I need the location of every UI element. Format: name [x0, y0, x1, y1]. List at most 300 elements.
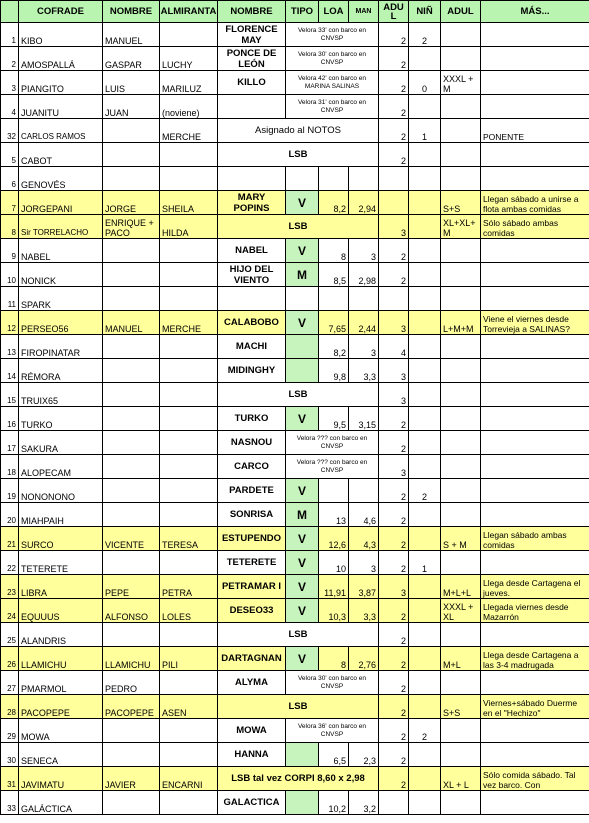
tallas-cell[interactable]: [441, 479, 481, 503]
ninos-cell[interactable]: [409, 623, 441, 647]
row-number-cell[interactable]: 14: [1, 359, 19, 383]
boat-name-cell[interactable]: ALYMA: [218, 671, 286, 695]
almiranta-cell[interactable]: [160, 671, 218, 695]
loa-cell[interactable]: [319, 167, 349, 191]
boat-span-cell[interactable]: LSB: [218, 623, 379, 647]
ninos-cell[interactable]: [409, 743, 441, 767]
loa-cell[interactable]: 12,6: [319, 527, 349, 551]
cofrade-cell[interactable]: CABOT: [19, 143, 103, 167]
mas-cell[interactable]: [481, 383, 589, 407]
boat-name-cell[interactable]: GALACTICA: [218, 791, 286, 815]
ninos-cell[interactable]: [409, 575, 441, 599]
tallas-cell[interactable]: XL + L: [441, 767, 481, 791]
mas-cell[interactable]: Llega desde Cartagena a las 3-4 madrugada: [481, 647, 589, 671]
ninos-cell[interactable]: 0: [409, 71, 441, 95]
mas-cell[interactable]: [481, 287, 589, 311]
mas-cell[interactable]: PONENTE: [481, 119, 589, 143]
mas-cell[interactable]: Llega desde Cartagena el jueves.: [481, 575, 589, 599]
boat-name-cell[interactable]: CARCO: [218, 455, 286, 479]
adultos-cell[interactable]: 2: [379, 623, 409, 647]
boat-name-cell[interactable]: PARDETE: [218, 479, 286, 503]
tipo-cell[interactable]: V: [286, 407, 319, 431]
adultos-cell[interactable]: 2: [379, 503, 409, 527]
cofrade-cell[interactable]: NONONONO: [19, 479, 103, 503]
loa-cell[interactable]: 11,91: [319, 575, 349, 599]
tipo-cell[interactable]: V: [286, 575, 319, 599]
adultos-cell[interactable]: 2: [379, 719, 409, 743]
row-number-cell[interactable]: 27: [1, 671, 19, 695]
tallas-cell[interactable]: [441, 119, 481, 143]
tallas-cell[interactable]: [441, 623, 481, 647]
row-number-cell[interactable]: 28: [1, 695, 19, 719]
adultos-cell[interactable]: 4: [379, 335, 409, 359]
row-number-cell[interactable]: 5: [1, 143, 19, 167]
tallas-cell[interactable]: [441, 167, 481, 191]
boat-name-cell[interactable]: KILLO: [218, 71, 286, 95]
mas-cell[interactable]: [481, 407, 589, 431]
mas-cell[interactable]: Llegan sábado a unirse a flota ambas comidas: [481, 191, 589, 215]
row-number-cell[interactable]: 23: [1, 575, 19, 599]
row-number-cell[interactable]: 9: [1, 239, 19, 263]
row-number-cell[interactable]: 4: [1, 95, 19, 119]
mas-cell[interactable]: Sólo sábado ambas comidas: [481, 215, 589, 239]
mas-cell[interactable]: [481, 239, 589, 263]
boat-note-cell[interactable]: Velora ??? con barco en CNVSP: [286, 431, 379, 455]
nombre-cell[interactable]: [103, 263, 160, 287]
column-header[interactable]: ADU L: [379, 1, 409, 23]
adultos-cell[interactable]: 2: [379, 647, 409, 671]
man-cell[interactable]: 4,3: [349, 527, 379, 551]
boat-name-cell[interactable]: TURKO: [218, 407, 286, 431]
adultos-cell[interactable]: [379, 791, 409, 815]
nombre-cell[interactable]: LLAMICHU: [103, 647, 160, 671]
cofrade-cell[interactable]: JAVIMATU: [19, 767, 103, 791]
loa-cell[interactable]: 10: [319, 551, 349, 575]
boat-note-cell[interactable]: Velora ??? con barco en CNVSP: [286, 455, 379, 479]
loa-cell[interactable]: 7,65: [319, 311, 349, 335]
loa-cell[interactable]: 13: [319, 503, 349, 527]
mas-cell[interactable]: [481, 431, 589, 455]
tallas-cell[interactable]: [441, 335, 481, 359]
almiranta-cell[interactable]: [160, 479, 218, 503]
cofrade-cell[interactable]: SAKURA: [19, 431, 103, 455]
mas-cell[interactable]: [481, 263, 589, 287]
nombre-cell[interactable]: LUIS: [103, 71, 160, 95]
mas-cell[interactable]: [481, 71, 589, 95]
ninos-cell[interactable]: 2: [409, 23, 441, 47]
ninos-cell[interactable]: [409, 359, 441, 383]
row-number-cell[interactable]: 1: [1, 23, 19, 47]
tallas-cell[interactable]: [441, 503, 481, 527]
man-cell[interactable]: 4,6: [349, 503, 379, 527]
boat-name-cell[interactable]: [218, 287, 286, 311]
ninos-cell[interactable]: [409, 695, 441, 719]
column-header[interactable]: MÁS...: [481, 1, 589, 23]
tallas-cell[interactable]: M+L+L: [441, 575, 481, 599]
adultos-cell[interactable]: 3: [379, 359, 409, 383]
boat-name-cell[interactable]: [218, 167, 286, 191]
nombre-cell[interactable]: [103, 119, 160, 143]
boat-span-cell[interactable]: LSB tal vez CORPI 8,60 x 2,98: [218, 767, 379, 791]
tipo-cell[interactable]: V: [286, 551, 319, 575]
adultos-cell[interactable]: 2: [379, 71, 409, 95]
cofrade-cell[interactable]: PMARMOL: [19, 671, 103, 695]
mas-cell[interactable]: Llegan sábado ambas comidas: [481, 527, 589, 551]
mas-cell[interactable]: Sólo comida sábado. Tal vez barco. Con: [481, 767, 589, 791]
loa-cell[interactable]: 8: [319, 647, 349, 671]
boat-name-cell[interactable]: MIDINGHY: [218, 359, 286, 383]
tallas-cell[interactable]: XXXL + M: [441, 71, 481, 95]
adultos-cell[interactable]: 2: [379, 695, 409, 719]
ninos-cell[interactable]: [409, 287, 441, 311]
ninos-cell[interactable]: [409, 335, 441, 359]
mas-cell[interactable]: [481, 23, 589, 47]
tallas-cell[interactable]: [441, 383, 481, 407]
boat-name-cell[interactable]: PETRAMAR I: [218, 575, 286, 599]
boat-name-cell[interactable]: SONRISA: [218, 503, 286, 527]
ninos-cell[interactable]: 1: [409, 119, 441, 143]
adultos-cell[interactable]: 2: [379, 551, 409, 575]
tipo-cell[interactable]: V: [286, 647, 319, 671]
almiranta-cell[interactable]: [160, 383, 218, 407]
adultos-cell[interactable]: 2: [379, 431, 409, 455]
almiranta-cell[interactable]: HILDA: [160, 215, 218, 239]
adultos-cell[interactable]: 2: [379, 95, 409, 119]
column-header[interactable]: LOA: [319, 1, 349, 23]
row-number-cell[interactable]: 16: [1, 407, 19, 431]
ninos-cell[interactable]: [409, 647, 441, 671]
tipo-cell[interactable]: [286, 791, 319, 815]
man-cell[interactable]: 3,2: [349, 791, 379, 815]
cofrade-cell[interactable]: ALANDRIS: [19, 623, 103, 647]
ninos-cell[interactable]: [409, 455, 441, 479]
nombre-cell[interactable]: PACOPEPE: [103, 695, 160, 719]
cofrade-cell[interactable]: FIROPINATAR: [19, 335, 103, 359]
mas-cell[interactable]: [481, 95, 589, 119]
nombre-cell[interactable]: [103, 479, 160, 503]
almiranta-cell[interactable]: LUCHY: [160, 47, 218, 71]
tipo-cell[interactable]: M: [286, 263, 319, 287]
row-number-cell[interactable]: 21: [1, 527, 19, 551]
loa-cell[interactable]: 9,5: [319, 407, 349, 431]
adultos-cell[interactable]: 3: [379, 311, 409, 335]
row-number-cell[interactable]: 32: [1, 119, 19, 143]
tallas-cell[interactable]: [441, 263, 481, 287]
tipo-cell[interactable]: [286, 167, 319, 191]
cofrade-cell[interactable]: LLAMICHU: [19, 647, 103, 671]
mas-cell[interactable]: Viene el viernes desde Torrevieja a SALINAS?: [481, 311, 589, 335]
man-cell[interactable]: 2,98: [349, 263, 379, 287]
row-number-cell[interactable]: 2: [1, 47, 19, 71]
row-number-cell[interactable]: 25: [1, 623, 19, 647]
nombre-cell[interactable]: [103, 791, 160, 815]
cofrade-cell[interactable]: TRUIX65: [19, 383, 103, 407]
ninos-cell[interactable]: [409, 431, 441, 455]
adultos-cell[interactable]: 3: [379, 383, 409, 407]
tallas-cell[interactable]: [441, 47, 481, 71]
nombre-cell[interactable]: JORGE: [103, 191, 160, 215]
nombre-cell[interactable]: JUAN: [103, 95, 160, 119]
boat-name-cell[interactable]: CALABOBO: [218, 311, 286, 335]
adultos-cell[interactable]: 2: [379, 23, 409, 47]
ninos-cell[interactable]: [409, 215, 441, 239]
cofrade-cell[interactable]: SPARK: [19, 287, 103, 311]
almiranta-cell[interactable]: [160, 551, 218, 575]
mas-cell[interactable]: [481, 503, 589, 527]
ninos-cell[interactable]: [409, 47, 441, 71]
almiranta-cell[interactable]: (noviene): [160, 95, 218, 119]
mas-cell[interactable]: [481, 671, 589, 695]
boat-note-cell[interactable]: Velora 31' con barco en CNVSP: [286, 95, 379, 119]
tallas-cell[interactable]: XXXL + XL: [441, 599, 481, 623]
boat-span-cell[interactable]: LSB: [218, 695, 379, 719]
cofrade-cell[interactable]: RÉMORA: [19, 359, 103, 383]
ninos-cell[interactable]: 2: [409, 479, 441, 503]
nombre-cell[interactable]: [103, 431, 160, 455]
row-number-cell[interactable]: 18: [1, 455, 19, 479]
almiranta-cell[interactable]: [160, 503, 218, 527]
nombre-cell[interactable]: GASPAR: [103, 47, 160, 71]
nombre-cell[interactable]: ENRIQUE + PACO: [103, 215, 160, 239]
almiranta-cell[interactable]: [160, 407, 218, 431]
mas-cell[interactable]: [481, 167, 589, 191]
adultos-cell[interactable]: 2: [379, 767, 409, 791]
nombre-cell[interactable]: [103, 623, 160, 647]
adultos-cell[interactable]: 3: [379, 455, 409, 479]
almiranta-cell[interactable]: [160, 143, 218, 167]
row-number-cell[interactable]: 13: [1, 335, 19, 359]
man-cell[interactable]: 3,3: [349, 599, 379, 623]
man-cell[interactable]: 3,15: [349, 407, 379, 431]
cofrade-cell[interactable]: TURKO: [19, 407, 103, 431]
ninos-cell[interactable]: 1: [409, 551, 441, 575]
adultos-cell[interactable]: [379, 191, 409, 215]
almiranta-cell[interactable]: ASEN: [160, 695, 218, 719]
boat-span-cell[interactable]: LSB: [218, 215, 379, 239]
row-number-cell[interactable]: 17: [1, 431, 19, 455]
row-number-cell[interactable]: 6: [1, 167, 19, 191]
cofrade-cell[interactable]: Sir TORRELACHO: [19, 215, 103, 239]
boat-name-cell[interactable]: TETERETE: [218, 551, 286, 575]
tipo-cell[interactable]: [286, 359, 319, 383]
almiranta-cell[interactable]: [160, 239, 218, 263]
row-number-cell[interactable]: 26: [1, 647, 19, 671]
nombre-cell[interactable]: [103, 335, 160, 359]
tallas-cell[interactable]: [441, 551, 481, 575]
ninos-cell[interactable]: [409, 791, 441, 815]
tipo-cell[interactable]: V: [286, 311, 319, 335]
row-number-cell[interactable]: 12: [1, 311, 19, 335]
tallas-cell[interactable]: [441, 287, 481, 311]
ninos-cell[interactable]: [409, 599, 441, 623]
column-header[interactable]: TIPO: [286, 1, 319, 23]
tipo-cell[interactable]: V: [286, 527, 319, 551]
cofrade-cell[interactable]: SURCO: [19, 527, 103, 551]
tipo-cell[interactable]: [286, 287, 319, 311]
nombre-cell[interactable]: [103, 359, 160, 383]
ninos-cell[interactable]: [409, 239, 441, 263]
boat-name-cell[interactable]: HIJO DEL VIENTO: [218, 263, 286, 287]
nombre-cell[interactable]: [103, 287, 160, 311]
man-cell[interactable]: [349, 287, 379, 311]
mas-cell[interactable]: [481, 359, 589, 383]
mas-cell[interactable]: [481, 143, 589, 167]
almiranta-cell[interactable]: [160, 167, 218, 191]
tallas-cell[interactable]: [441, 791, 481, 815]
boat-span-cell[interactable]: LSB: [218, 143, 379, 167]
loa-cell[interactable]: 6,5: [319, 743, 349, 767]
column-header[interactable]: NOMBRE: [103, 1, 160, 23]
nombre-cell[interactable]: [103, 719, 160, 743]
mas-cell[interactable]: [481, 479, 589, 503]
row-number-cell[interactable]: 7: [1, 191, 19, 215]
loa-cell[interactable]: 9,8: [319, 359, 349, 383]
mas-cell[interactable]: [481, 743, 589, 767]
row-number-cell[interactable]: 20: [1, 503, 19, 527]
adultos-cell[interactable]: 2: [379, 407, 409, 431]
cofrade-cell[interactable]: EQUUUS: [19, 599, 103, 623]
row-number-cell[interactable]: 31: [1, 767, 19, 791]
man-cell[interactable]: 2,3: [349, 743, 379, 767]
column-header[interactable]: COFRADE: [19, 1, 103, 23]
man-cell[interactable]: 3: [349, 239, 379, 263]
nombre-cell[interactable]: MANUEL: [103, 23, 160, 47]
boat-name-cell[interactable]: DESEO33: [218, 599, 286, 623]
cofrade-cell[interactable]: TETERETE: [19, 551, 103, 575]
tallas-cell[interactable]: XL+XL+ M: [441, 215, 481, 239]
adultos-cell[interactable]: 3: [379, 575, 409, 599]
almiranta-cell[interactable]: PILI: [160, 647, 218, 671]
tallas-cell[interactable]: [441, 143, 481, 167]
tallas-cell[interactable]: L+M+M: [441, 311, 481, 335]
adultos-cell[interactable]: 3: [379, 215, 409, 239]
nombre-cell[interactable]: [103, 407, 160, 431]
ninos-cell[interactable]: [409, 503, 441, 527]
row-number-cell[interactable]: 8: [1, 215, 19, 239]
almiranta-cell[interactable]: [160, 743, 218, 767]
loa-cell[interactable]: 8,2: [319, 191, 349, 215]
tallas-cell[interactable]: [441, 431, 481, 455]
tipo-cell[interactable]: V: [286, 239, 319, 263]
nombre-cell[interactable]: PEPE: [103, 575, 160, 599]
almiranta-cell[interactable]: [160, 359, 218, 383]
tipo-cell[interactable]: V: [286, 191, 319, 215]
nombre-cell[interactable]: ALFONSO: [103, 599, 160, 623]
cofrade-cell[interactable]: PIANGITO: [19, 71, 103, 95]
boat-note-cell[interactable]: Velora 42' con barco en MARINA SALINAS: [286, 71, 379, 95]
tallas-cell[interactable]: [441, 239, 481, 263]
tallas-cell[interactable]: [441, 407, 481, 431]
adultos-cell[interactable]: 2: [379, 263, 409, 287]
boat-name-cell[interactable]: ESTUPENDO: [218, 527, 286, 551]
man-cell[interactable]: 2,44: [349, 311, 379, 335]
mas-cell[interactable]: [481, 551, 589, 575]
nombre-cell[interactable]: VICENTE: [103, 527, 160, 551]
man-cell[interactable]: 3: [349, 551, 379, 575]
nombre-cell[interactable]: [103, 551, 160, 575]
row-number-cell[interactable]: 22: [1, 551, 19, 575]
almiranta-cell[interactable]: [160, 23, 218, 47]
tallas-cell[interactable]: S + M: [441, 527, 481, 551]
boat-name-cell[interactable]: NASNOU: [218, 431, 286, 455]
boat-name-cell[interactable]: [218, 95, 286, 119]
boat-note-cell[interactable]: Velora 36' con barco en CNVSP: [286, 719, 379, 743]
cofrade-cell[interactable]: CARLOS RAMOS: [19, 119, 103, 143]
row-number-cell[interactable]: 29: [1, 719, 19, 743]
row-number-cell[interactable]: 19: [1, 479, 19, 503]
boat-note-cell[interactable]: Velora 30' con barco en CNVSP: [286, 671, 379, 695]
tallas-cell[interactable]: M+L: [441, 647, 481, 671]
row-number-cell[interactable]: 15: [1, 383, 19, 407]
adultos-cell[interactable]: 2: [379, 239, 409, 263]
boat-span-cell[interactable]: LSB: [218, 383, 379, 407]
boat-name-cell[interactable]: NABEL: [218, 239, 286, 263]
cofrade-cell[interactable]: PERSEO56: [19, 311, 103, 335]
nombre-cell[interactable]: [103, 239, 160, 263]
almiranta-cell[interactable]: MERCHE: [160, 119, 218, 143]
man-cell[interactable]: [349, 479, 379, 503]
column-header[interactable]: NOMBRE: [218, 1, 286, 23]
nombre-cell[interactable]: MANUEL: [103, 311, 160, 335]
loa-cell[interactable]: 10,3: [319, 599, 349, 623]
almiranta-cell[interactable]: ENCARNI: [160, 767, 218, 791]
tipo-cell[interactable]: M: [286, 503, 319, 527]
boat-name-cell[interactable]: PONCE DE LEÓN: [218, 47, 286, 71]
man-cell[interactable]: 2,94: [349, 191, 379, 215]
row-number-cell[interactable]: 30: [1, 743, 19, 767]
cofrade-cell[interactable]: GENOVÉS: [19, 167, 103, 191]
ninos-cell[interactable]: [409, 167, 441, 191]
nombre-cell[interactable]: [103, 503, 160, 527]
adultos-cell[interactable]: 2: [379, 599, 409, 623]
boat-name-cell[interactable]: DARTAGNAN: [218, 647, 286, 671]
mas-cell[interactable]: [481, 791, 589, 815]
man-cell[interactable]: 3,3: [349, 359, 379, 383]
ninos-cell[interactable]: [409, 191, 441, 215]
tallas-cell[interactable]: [441, 671, 481, 695]
tallas-cell[interactable]: [441, 719, 481, 743]
mas-cell[interactable]: Llegada viernes desde Mazarrón: [481, 599, 589, 623]
man-cell[interactable]: 3,87: [349, 575, 379, 599]
cofrade-cell[interactable]: AMOSPALLÁ: [19, 47, 103, 71]
ninos-cell[interactable]: [409, 407, 441, 431]
column-header[interactable]: [1, 1, 19, 23]
tallas-cell[interactable]: [441, 743, 481, 767]
column-header[interactable]: ALMIRANTA: [160, 1, 218, 23]
almiranta-cell[interactable]: LOLES: [160, 599, 218, 623]
nombre-cell[interactable]: PEDRO: [103, 671, 160, 695]
nombre-cell[interactable]: [103, 383, 160, 407]
adultos-cell[interactable]: 2: [379, 47, 409, 71]
cofrade-cell[interactable]: JUANITU: [19, 95, 103, 119]
man-cell[interactable]: [349, 167, 379, 191]
ninos-cell[interactable]: [409, 383, 441, 407]
nombre-cell[interactable]: [103, 455, 160, 479]
loa-cell[interactable]: 8,5: [319, 263, 349, 287]
row-number-cell[interactable]: 10: [1, 263, 19, 287]
almiranta-cell[interactable]: TERESA: [160, 527, 218, 551]
boat-name-cell[interactable]: FLORENCE MAY: [218, 23, 286, 47]
tallas-cell[interactable]: [441, 23, 481, 47]
tallas-cell[interactable]: [441, 455, 481, 479]
cofrade-cell[interactable]: SENECA: [19, 743, 103, 767]
nombre-cell[interactable]: JAVIER: [103, 767, 160, 791]
mas-cell[interactable]: [481, 623, 589, 647]
adultos-cell[interactable]: 2: [379, 527, 409, 551]
cofrade-cell[interactable]: KIBO: [19, 23, 103, 47]
tallas-cell[interactable]: S+S: [441, 191, 481, 215]
boat-name-cell[interactable]: MOWA: [218, 719, 286, 743]
